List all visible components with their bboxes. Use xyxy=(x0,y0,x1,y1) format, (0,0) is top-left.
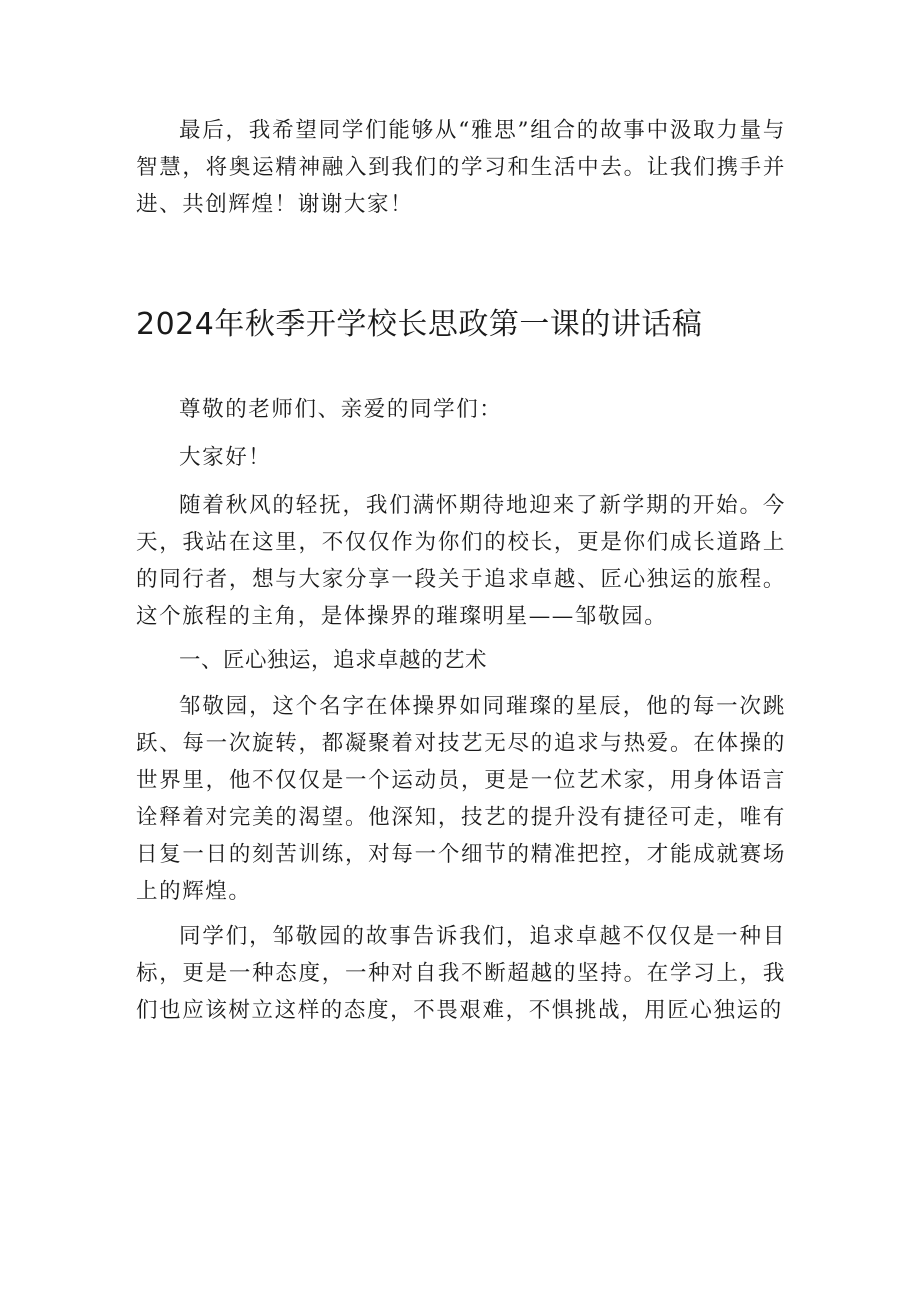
spacer xyxy=(136,476,786,487)
spacer xyxy=(136,223,786,303)
intro-paragraph: 随着秋风的轻抚，我们满怀期待地迎来了新学期的开始。今天，我站在这里，不仅仅作为你们的校长，更是你们成长道路上的同行者，想与大家分享一段关于追求卓越、匠心独运的旅程。这个旅程的主角，是体操界的璀璨明星——邹敬园。 xyxy=(136,493,786,629)
salutation: 尊敬的老师们、亲爱的同学们： xyxy=(179,397,503,422)
spacer xyxy=(136,679,786,688)
spacer xyxy=(136,635,786,642)
greeting: 大家好！ xyxy=(179,445,272,470)
document-body xyxy=(136,112,786,1029)
section-heading: 一、匠心独运，追求卓越的艺术 xyxy=(179,648,488,673)
spacer xyxy=(136,428,786,439)
spacer xyxy=(136,910,786,918)
section-1-paragraph-1: 邹敬园，这个名字在体操界如同璀璨的星辰，他的每一次跳跃、每一次旋转，都凝聚着对技艺无尽的追求与热爱。在体操的世界里，他不仅仅是一个运动员，更是一位艺术家，用身体语言诠释着对完美的渴望。他深知，技艺的提升没有捷径可走，唯有日复一日的刻苦训练，对每一个细节的精准把控，才能成就赛场上的辉煌。 xyxy=(136,694,786,904)
spacer xyxy=(136,347,786,391)
document-title: 2024年秋季开学校长思政第一课的讲话稿 xyxy=(136,307,703,342)
closing-paragraph: 最后，我希望同学们能够从“雅思”组合的故事中汲取力量与智慧，将奥运精神融入到我们的学习和生活中去。让我们携手并进、共创辉煌！谢谢大家！ xyxy=(136,118,786,217)
section-1-paragraph-2: 同学们，邹敬园的故事告诉我们，追求卓越不仅仅是一种目标，更是一种态度，一种对自我不断超越的坚持。在学习上，我们也应该树立这样的态度，不畏艰难，不惧挑战，用匠心独运的 xyxy=(136,924,786,1023)
